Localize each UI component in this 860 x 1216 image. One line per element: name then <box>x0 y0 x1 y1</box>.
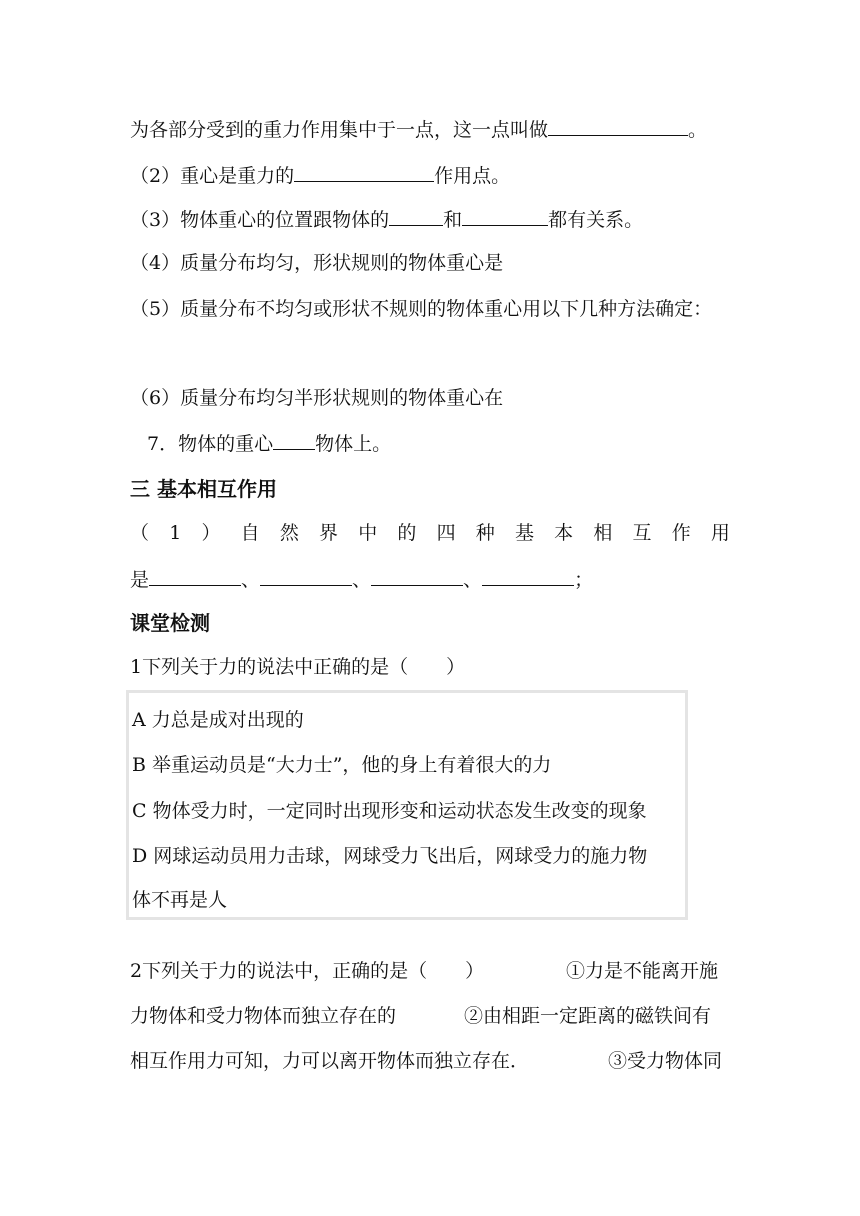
option-d-line-1[interactable]: D 网球运动员用力击球，网球受力飞出后，网球受力的施力物 <box>132 845 648 867</box>
text-line-7 <box>147 431 391 456</box>
line-1-text: 为各部分受到的重力作用集中于一点，这一点叫做 <box>130 119 549 141</box>
text-line-6: （6）质量分布均匀半形状规则的物体重心在 <box>130 387 504 409</box>
line-end-semicolon: ； <box>574 569 594 591</box>
q1-char: 基 <box>514 522 534 544</box>
check-question-2-line-2b: ②由相距一定距离的磁铁间有 <box>464 1005 712 1027</box>
q1-char: 用 <box>710 522 730 544</box>
classroom-check-heading: 课堂检测 <box>130 611 210 635</box>
q1-char: 自 <box>240 522 260 544</box>
text-line-4: （4）质量分布均匀，形状规则的物体重心是 <box>130 252 504 274</box>
check-question-1-stem: 1下列关于力的说法中正确的是（ ） <box>130 656 466 678</box>
text-line-5: （5）质量分布不均匀或形状不规则的物体重心用以下几种方法确定： <box>130 298 713 320</box>
text-line-2 <box>130 163 510 188</box>
q1-char: 1 <box>169 522 182 544</box>
line-3-suffix: 都有关系。 <box>548 209 644 231</box>
q1-char: 互 <box>632 522 652 544</box>
blank-shape[interactable] <box>389 207 443 226</box>
blank-center-of-gravity[interactable] <box>548 117 688 136</box>
text-line-1 <box>130 117 707 142</box>
q1-char: 相 <box>593 522 613 544</box>
line-1-end: 。 <box>688 119 708 141</box>
q1-char: 四 <box>436 522 456 544</box>
q1-char: 中 <box>358 522 378 544</box>
section-3-question-1-line-1 <box>130 521 730 545</box>
option-c[interactable]: C 物体受力时，一定同时出现形变和运动状态发生改变的现象 <box>132 800 647 822</box>
line-3-middle: 和 <box>443 209 463 231</box>
blank-interaction-4[interactable] <box>482 567 574 586</box>
line-2-prefix: （2）重心是重力的 <box>130 165 295 187</box>
option-a[interactable]: A 力总是成对出现的 <box>132 709 304 731</box>
blank-on-object[interactable] <box>273 431 315 450</box>
option-b[interactable]: B 举重运动员是“大力士”，他的身上有着很大的力 <box>132 754 552 776</box>
question-1-options-box <box>126 690 688 920</box>
q1-char: ） <box>201 522 221 544</box>
line-2-suffix: 作用点。 <box>434 165 511 187</box>
line-7-prefix: 7．物体的重心 <box>147 433 274 455</box>
line-3-prefix: （3）物体重心的位置跟物体的 <box>130 209 390 231</box>
check-question-2-line-3b: ③受力物体同 <box>608 1050 723 1072</box>
check-question-2-line-1b: ①力是不能离开施 <box>566 960 719 982</box>
q1-char: 然 <box>279 522 299 544</box>
q1-line-2-prefix: 是 <box>130 569 150 591</box>
q1-char: 界 <box>319 522 339 544</box>
line-7-suffix: 物体上。 <box>315 433 392 455</box>
q1-char: 作 <box>671 522 691 544</box>
blank-interaction-3[interactable] <box>371 567 463 586</box>
separator: 、 <box>241 569 261 591</box>
separator: 、 <box>463 569 483 591</box>
blank-mass-distribution[interactable] <box>462 207 548 226</box>
blank-gravity-point[interactable] <box>294 163 434 182</box>
text-line-3 <box>130 207 643 232</box>
option-d-line-2: 体不再是人 <box>132 889 228 911</box>
q1-char: 本 <box>554 522 574 544</box>
check-question-2-line-1a: 2下列关于力的说法中，正确的是（ ） <box>130 960 485 982</box>
separator: 、 <box>352 569 372 591</box>
blank-interaction-1[interactable] <box>149 567 241 586</box>
q1-char: （ <box>130 522 150 544</box>
blank-interaction-2[interactable] <box>260 567 352 586</box>
check-question-2-line-2a: 力物体和受力物体而独立存在的 <box>130 1005 397 1027</box>
section-3-heading: 三 基本相互作用 <box>130 477 277 501</box>
check-question-2-line-3a: 相互作用力可知，力可以离开物体而独立存在． <box>130 1050 530 1072</box>
q1-char: 的 <box>397 522 417 544</box>
q1-char: 种 <box>475 522 495 544</box>
section-3-question-1-line-2 <box>130 567 593 592</box>
